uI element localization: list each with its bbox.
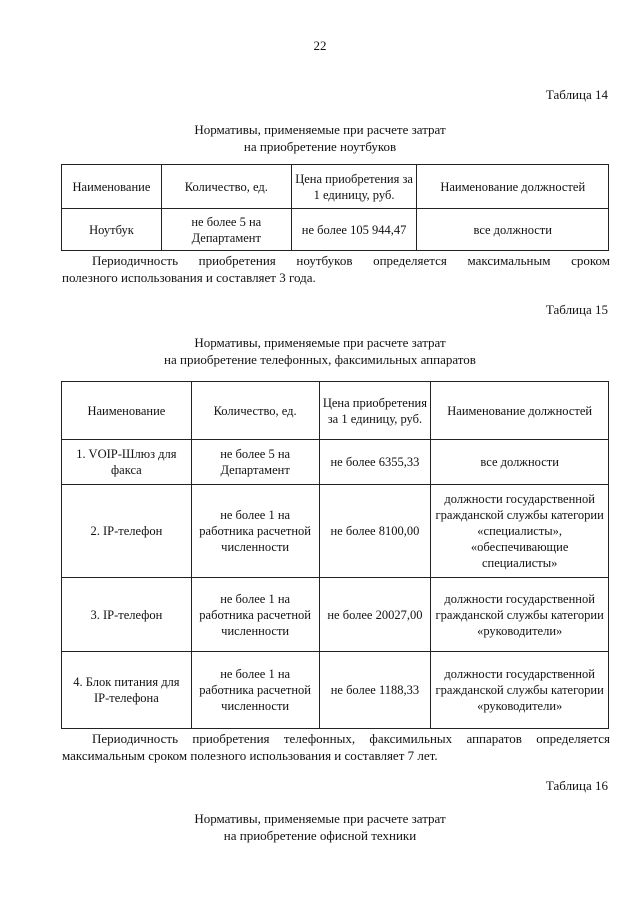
table-15-title-line2: на приобретение телефонных, факсимильных аппаратов — [164, 352, 476, 367]
table-14 — [61, 164, 609, 251]
table-row — [62, 578, 609, 652]
header-price: Цена приобретения за 1 единицу, руб. — [319, 382, 431, 440]
cell-name: 3. IP-телефон — [62, 578, 192, 652]
cell-price: не более 1188,33 — [319, 652, 431, 729]
cell-name: 2. IP-телефон — [62, 485, 192, 578]
table-row — [62, 209, 609, 251]
cell-price: не более 20027,00 — [319, 578, 431, 652]
cell-name: 4. Блок питания для IP-телефона — [62, 652, 192, 729]
table-row — [62, 440, 609, 485]
table-15-note — [62, 730, 610, 764]
header-quantity: Количество, ед. — [161, 165, 291, 209]
header-positions: Наименование должностей — [417, 165, 609, 209]
cell-name: Ноутбук — [62, 209, 162, 251]
cell-price: не более 8100,00 — [319, 485, 431, 578]
cell-quantity: не более 5 на Департамент — [191, 440, 319, 485]
table-15-title — [0, 334, 640, 368]
table-15 — [61, 381, 609, 729]
table-15-note-line1: Периодичность приобретения телефонных, факсимильных аппаратов определяется — [92, 731, 610, 746]
cell-positions: должности государственной гражданской службы категории «специалисты», «обеспечивающие специалисты» — [431, 485, 609, 578]
table-15-title-line1: Нормативы, применяемые при расчете затрат — [194, 335, 446, 350]
cell-quantity: не более 1 на работника расчетной численности — [191, 485, 319, 578]
table-header-row — [62, 382, 609, 440]
cell-positions: все должности — [431, 440, 609, 485]
table-14-note — [62, 252, 610, 286]
table-16-title-line2: на приобретение офисной техники — [223, 828, 417, 843]
table-row — [62, 652, 609, 729]
header-price: Цена приобретения за 1 единицу, руб. — [291, 165, 417, 209]
table-14-label: Таблица 14 — [545, 87, 608, 102]
cell-positions: должности государственной гражданской службы категории «руководители» — [431, 652, 609, 729]
table-header-row — [62, 165, 609, 209]
table-16-title-line1: Нормативы, применяемые при расчете затрат — [194, 811, 446, 826]
table-row — [62, 485, 609, 578]
cell-name: 1. VOIP-Шлюз для факса — [62, 440, 192, 485]
cell-quantity: не более 1 на работника расчетной численности — [191, 578, 319, 652]
header-quantity: Количество, ед. — [191, 382, 319, 440]
header-name: Наименование — [62, 165, 162, 209]
header-positions: Наименование должностей — [431, 382, 609, 440]
table-16-title — [0, 810, 640, 844]
cell-quantity: не более 1 на работника расчетной численности — [191, 652, 319, 729]
cell-price: не более 6355,33 — [319, 440, 431, 485]
cell-positions: должности государственной гражданской службы категории «руководители» — [431, 578, 609, 652]
page-number: 22 — [313, 38, 327, 53]
table-14-note-line2: полезного использования и составляет 3 года. — [62, 270, 316, 285]
table-16-label: Таблица 16 — [545, 778, 608, 793]
cell-quantity: не более 5 на Департамент — [161, 209, 291, 251]
table-15-note-line2: максимальным сроком полезного использования и составляет 7 лет. — [62, 748, 438, 763]
header-name: Наименование — [62, 382, 192, 440]
cell-price: не более 105 944,47 — [291, 209, 417, 251]
table-15-label: Таблица 15 — [545, 302, 608, 317]
table-14-title-line1: Нормативы, применяемые при расчете затрат — [194, 122, 446, 137]
table-14-title-line2: на приобретение ноутбуков — [243, 139, 397, 154]
table-14-title — [0, 121, 640, 155]
cell-positions: все должности — [417, 209, 609, 251]
table-14-note-line1: Периодичность приобретения ноутбуков определяется максимальным сроком — [92, 253, 610, 268]
